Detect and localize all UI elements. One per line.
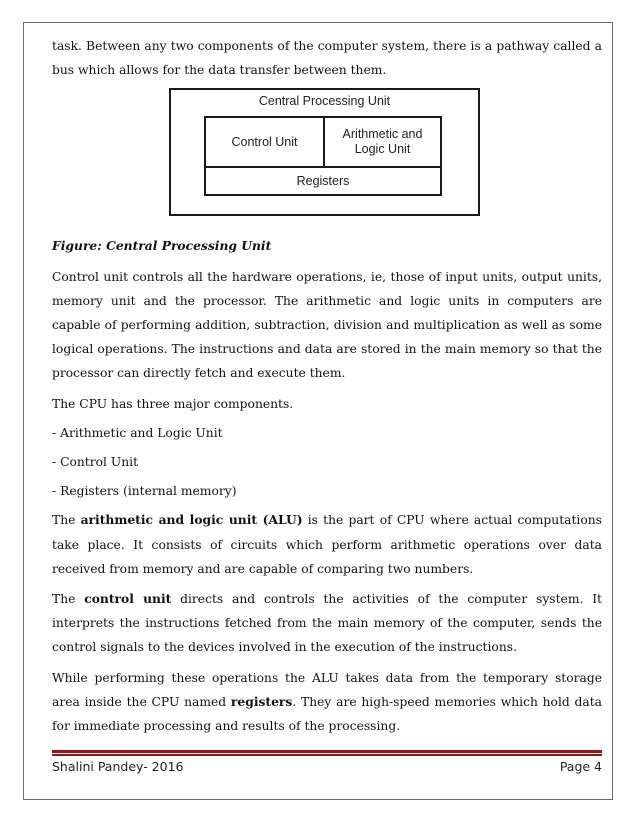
cu-term: control unit (84, 591, 172, 607)
alu-box (325, 118, 440, 168)
alu-term: arithmetic and logic unit (ALU) (80, 512, 303, 528)
paragraph-major-components: The CPU has three major components. (52, 396, 294, 411)
cpu-inner-box (204, 116, 442, 196)
footer-rule-thick (52, 750, 602, 753)
registers-box (206, 168, 440, 194)
alu-label (343, 127, 423, 157)
list-item: - Control Unit (52, 455, 139, 470)
alu-label-line2: Logic Unit (354, 142, 411, 157)
footer-rule-thin (52, 754, 602, 756)
paragraph-bus: task. Between any two components of the computer system, there is a pathway called a bus which allows for the data transfer between them. (52, 39, 602, 78)
control-unit-box (206, 118, 325, 168)
alu-pre: The (52, 513, 81, 528)
paragraph-alu (52, 508, 602, 581)
paragraph-control-unit-overview: Control unit controls all the hardware operations, ie, those of input units, output units, memory unit and the processor. The arithmetic and logic units in computers are capable of performing addition, subtraction, division and multiplication as well as some logical operations. The instructions and data are stored in the main memory so that the processor can directly fetch and execute them. (52, 269, 602, 381)
cu-post: directs and controls the activities of the computer system. It interprets the instructions fetched from the main memory of the computer, sends the control signals to the devices involved in the execution of the instructions. (52, 592, 602, 655)
alu-label-line1: Arithmetic and (342, 127, 423, 142)
list-item: - Registers (internal memory) (52, 484, 237, 499)
list-item: - Arithmetic and Logic Unit (52, 425, 223, 440)
cpu-title: Central Processing Unit (258, 94, 391, 109)
paragraph-registers (52, 666, 602, 739)
regs-pre: While performing these operations the ALU takes data from the temporary storage area inside the CPU named (52, 670, 602, 709)
registers-label: Registers (296, 174, 350, 189)
figure-caption: Figure: Central Processing Unit (52, 238, 272, 254)
footer-page-number: Page 4 (559, 759, 602, 774)
regs-post: . They are high-speed memories which hold data for immediate processing and results of the processing. (52, 694, 603, 734)
document-body (52, 34, 602, 744)
cpu-diagram (52, 88, 602, 230)
cu-pre: The (52, 592, 85, 607)
control-unit-label: Control Unit (231, 134, 298, 149)
paragraph-control-unit (52, 587, 602, 660)
cpu-box (169, 88, 480, 216)
footer-author: Shalini Pandey- 2016 (52, 759, 184, 774)
alu-post: is the part of CPU where actual computations take place. It consists of circuits which perform arithmetic operations over data received from memory and are capable of comparing two numbers. (52, 513, 602, 576)
regs-term: registers (230, 693, 293, 709)
